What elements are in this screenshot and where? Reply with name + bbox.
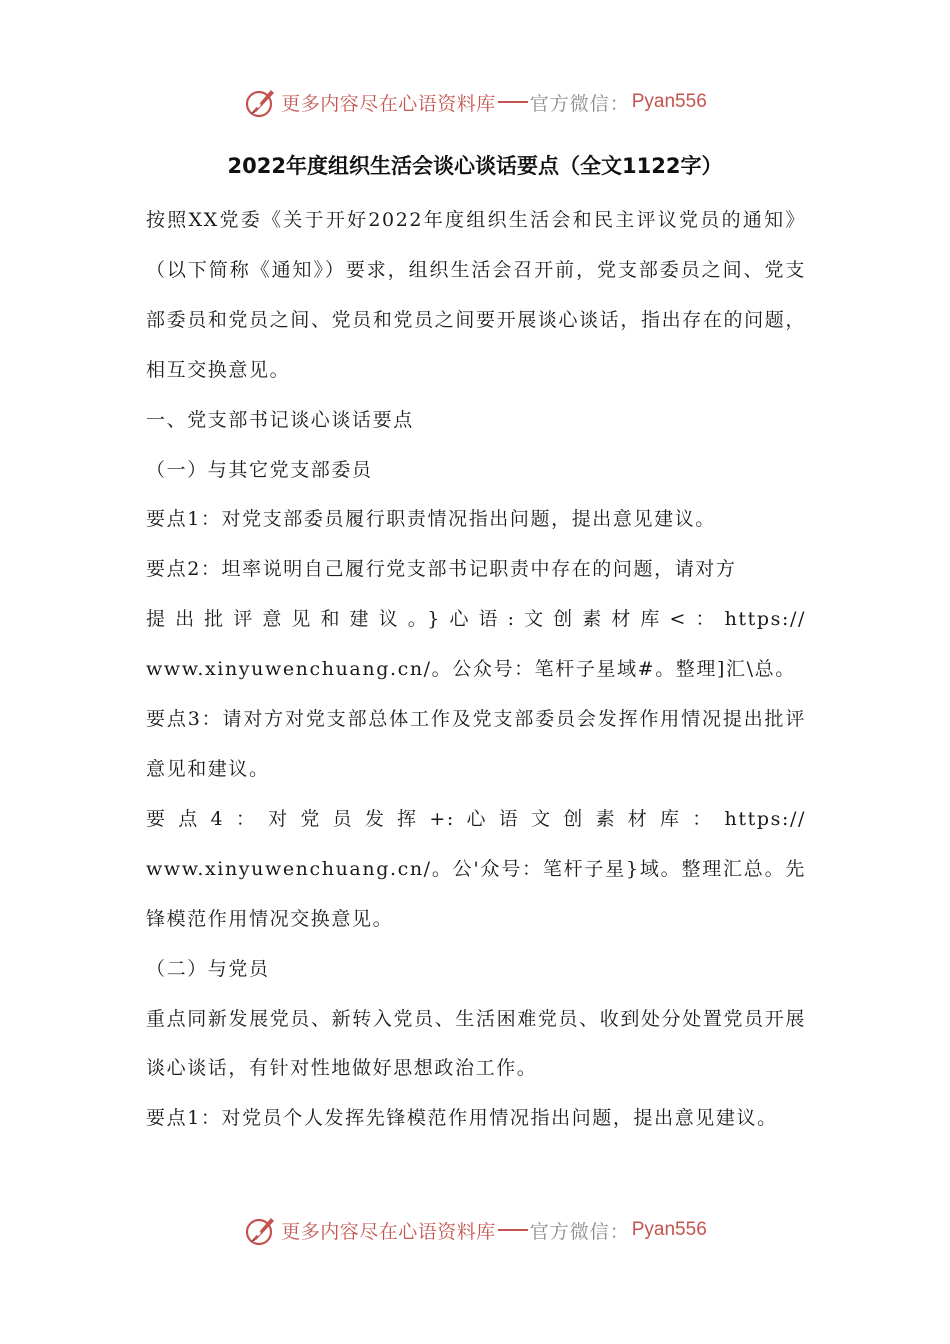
document-body — [146, 196, 806, 1144]
wechat-id: Pyan556 — [631, 91, 707, 112]
paragraph-point-2-cont: 提出批评意见和建议。}心语:文创素材库<：https:// — [146, 608, 806, 631]
banner-separator — [498, 1229, 528, 1231]
quill-logo-icon — [243, 85, 277, 119]
paragraph-url-line-1: www.xinyuwenchuang.cn/。公众号：笔杆子星域#。整理]汇\总。 — [146, 658, 796, 681]
paragraph-point-2: 要点2：坦率说明自己履行党支部书记职责中存在的问题，请对方 — [146, 558, 737, 581]
wechat-id: Pyan556 — [631, 1219, 707, 1240]
banner-slogan: 更多内容尽在心语资料库 — [281, 1220, 496, 1243]
wechat-label: 官方微信： — [529, 1220, 630, 1243]
subsection-heading-1: （一）与其它党支部委员 — [146, 458, 373, 481]
paragraph-point-3: 要点3：请对方对党支部总体工作及党支部委员会发挥作用情况提出批评意见和建议。 — [146, 708, 806, 780]
subsection-heading-2: （二）与党员 — [146, 957, 270, 980]
quill-logo-icon — [243, 1213, 277, 1247]
wechat-label: 官方微信： — [529, 92, 630, 115]
section-heading-1: 一、党支部书记谈心谈话要点 — [146, 408, 414, 431]
paragraph-point-1: 要点1：对党支部委员履行职责情况指出问题，提出意见建议。 — [146, 508, 716, 531]
paragraph-intro: 按照XX党委《关于开好2022年度组织生活会和民主评议党员的通知》（以下简称《通知》）要求，组织生活会召开前，党支部委员之间、党支部委员和党员之间、党员和党员之间要开展谈心谈话，指出存在的问题，相互交换意见。 — [146, 209, 806, 381]
paragraph-url-line-2: www.xinyuwenchuang.cn/。公'众号：笔杆子星}域。整理汇总。先锋模范作用情况交换意见。 — [146, 857, 806, 930]
header-banner — [0, 82, 950, 122]
footer-banner — [0, 1210, 950, 1250]
paragraph-member-point-1: 要点1：对党员个人发挥先锋模范作用情况指出问题，提出意见建议。 — [146, 1107, 778, 1130]
banner-slogan: 更多内容尽在心语资料库 — [281, 92, 496, 115]
paragraph-focus: 重点同新发展党员、新转入党员、生活困难党员、收到处分处置党员开展谈心谈话，有针对性地做好思想政治工作。 — [146, 1007, 806, 1080]
document-title: 2022年度组织生活会谈心谈话要点（全文1122字） — [227, 154, 723, 178]
paragraph-point-4: 要点4：对党员发挥+:心语文创素材库：https:// — [146, 807, 806, 830]
banner-separator — [498, 101, 528, 103]
